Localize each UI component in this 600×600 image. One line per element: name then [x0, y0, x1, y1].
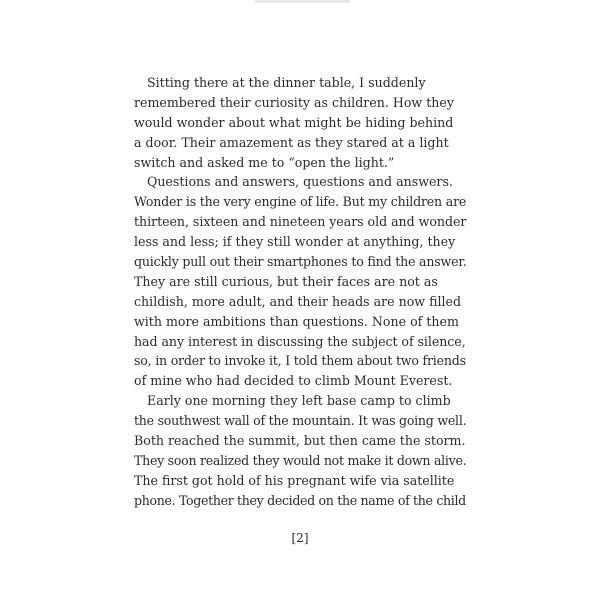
page-number: [2]	[291, 531, 309, 545]
text-line: less and less; if they still wonder at anything, they	[134, 234, 456, 250]
text-line: with more ambitions than questions. None of them	[134, 313, 459, 329]
text-line: quickly pull out their smartphones to find the answer.	[134, 254, 467, 270]
text-line: Sitting there at the dinner table, I suddenly	[147, 75, 426, 90]
text-line: phone. Together they decided on the name of the child	[134, 492, 466, 508]
text-line: Early one morning they left base camp to climb	[147, 393, 451, 409]
text-line: the southwest wall of the mountain. It was going well.	[134, 413, 467, 429]
text-line: The first got hold of his pregnant wife via satellite	[134, 472, 455, 488]
text-line: They soon realized they would not make it down alive.	[134, 452, 467, 468]
text-line: had any interest in discussing the subject of silence,	[134, 333, 466, 349]
text-line: childish, more adult, and their heads are now filled	[134, 293, 462, 309]
text-line: thirteen, sixteen and nineteen years old and wonder	[134, 214, 467, 230]
paragraph	[134, 172, 466, 391]
paragraph	[134, 391, 466, 510]
header-rule	[255, 0, 350, 3]
text-line: remembered their curiosity as children. How they	[134, 94, 454, 110]
text-line: switch and asked me to “open the light.”	[134, 154, 395, 170]
text-line: so, in order to invoke it, I told them about two friends	[134, 353, 466, 369]
paragraph	[134, 73, 466, 172]
body-text	[134, 73, 466, 511]
text-line: Both reached the summit, but then came the storm.	[134, 433, 466, 449]
text-line: of mine who had decided to climb Mount Everest.	[134, 373, 453, 389]
text-line: a door. Their amazement as they stared at a light	[134, 134, 449, 150]
text-line: would wonder about what might be hiding behind	[134, 114, 454, 130]
text-line: Wonder is the very engine of life. But my children are	[134, 194, 467, 210]
text-line: Questions and answers, questions and answers.	[147, 174, 453, 190]
text-line: They are still curious, but their faces are not as	[134, 273, 438, 289]
